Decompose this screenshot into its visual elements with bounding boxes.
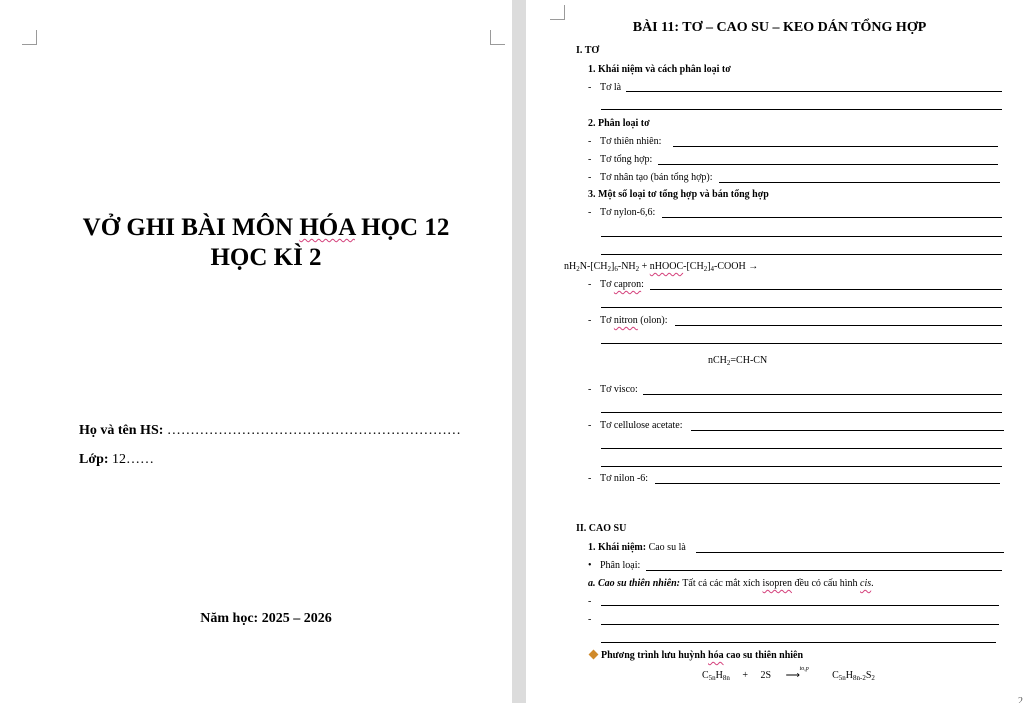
equation-heading: Phương trình lưu huỳnh hóa cao su thiên nhiên xyxy=(590,650,803,662)
bullet-item: - Tơ tổng hợp: xyxy=(588,154,653,165)
bullet-item: - Tơ nylon-6,6: xyxy=(588,207,656,218)
subsection-heading: 1. Khái niệm và cách phân loại tơ xyxy=(588,64,731,75)
bullet-item: - Tơ nilon -6: xyxy=(588,473,649,484)
blank-line[interactable] xyxy=(675,325,1002,326)
blank-line[interactable] xyxy=(601,448,1002,449)
blank-line[interactable] xyxy=(626,91,1002,92)
cover-page[interactable] xyxy=(0,0,512,703)
student-name-field[interactable]: Họ và tên HS: ……………………………………………………… xyxy=(79,423,461,438)
blank-line[interactable] xyxy=(691,430,1004,431)
bullet-item: - xyxy=(588,596,592,607)
page-number: 2 xyxy=(1018,696,1023,703)
lesson-title: BÀI 11: TƠ – CAO SU – KEO DÁN TỔNG HỢP xyxy=(632,20,927,35)
definition-line: a. Cao su thiên nhiên: Tất cả các mắt xích isopren đều có cấu hình cis. xyxy=(588,578,874,589)
blank-line[interactable] xyxy=(662,217,1002,218)
blank-line[interactable] xyxy=(696,552,1004,553)
lesson-page[interactable] xyxy=(526,0,1033,703)
school-year: Năm học: 2025 – 2026 xyxy=(200,611,332,626)
bullet-item: - Tơ là xyxy=(588,82,622,93)
spellcheck-word: HÓA xyxy=(299,214,355,241)
blank-line[interactable] xyxy=(601,236,1002,237)
monomer-formula: nCH$_2$=CH-CN xyxy=(708,355,768,367)
blank-line[interactable] xyxy=(601,254,1002,255)
bullet-item: • Phân loại: xyxy=(588,560,641,571)
blank-line[interactable] xyxy=(655,483,1000,484)
section-heading: I. TƠ xyxy=(576,45,600,56)
crop-mark xyxy=(550,5,565,20)
subsection-heading: 3. Một số loại tơ tổng hợp và bán tổng hợp xyxy=(588,189,769,200)
blank-line[interactable] xyxy=(601,412,1002,413)
cover-title-line2: HỌC KÌ 2 xyxy=(210,244,322,271)
bullet-item: - Tơ thiên nhiên: xyxy=(588,136,662,147)
class-field[interactable]: Lớp: 12…… xyxy=(79,452,155,467)
bullet-item: - Tơ nhân tạo (bán tổng hợp): xyxy=(588,172,713,183)
bullet-item: - Tơ capron: xyxy=(588,279,644,290)
blank-line[interactable] xyxy=(673,146,998,147)
crop-mark xyxy=(490,30,505,45)
page-gap xyxy=(512,0,526,703)
blank-line[interactable] xyxy=(601,624,999,625)
crop-mark xyxy=(22,30,37,45)
definition-line: 1. Khái niệm: Cao su là xyxy=(588,542,686,553)
diamond-bullet-icon xyxy=(589,650,599,660)
blank-line[interactable] xyxy=(601,605,999,606)
blank-line[interactable] xyxy=(650,289,1002,290)
bullet-item: - Tơ visco: xyxy=(588,384,638,395)
bullet-item: - Tơ nitron (olon): xyxy=(588,315,668,326)
blank-line[interactable] xyxy=(643,394,1002,395)
bullet-item: - xyxy=(588,614,592,625)
blank-line[interactable] xyxy=(658,164,998,165)
vulcanization-equation: $C_{5n}H_{8n} + 2S$ to,p ⟶ $C_{5n}H_{8n-2}S_2$ xyxy=(702,666,875,682)
blank-line[interactable] xyxy=(719,182,1000,183)
reaction-equation: $nH_2N-[CH_2]_6-NH_2$ + nHOOC-$[CH_2]_4$-COOH → xyxy=(564,261,759,273)
section-heading: II. CAO SU xyxy=(576,523,627,534)
bullet-item: - Tơ cellulose acetate: xyxy=(588,420,683,431)
blank-line[interactable] xyxy=(601,466,1002,467)
blank-line[interactable] xyxy=(601,642,996,643)
blank-line[interactable] xyxy=(601,343,1002,344)
blank-line[interactable] xyxy=(646,570,1002,571)
subsection-heading: 2. Phân loại tơ xyxy=(588,118,650,129)
blank-line[interactable] xyxy=(601,307,1002,308)
blank-line[interactable] xyxy=(601,109,1002,110)
cover-title-line1: VỞ GHI BÀI MÔN HÓA HỌC 12 xyxy=(82,214,450,241)
